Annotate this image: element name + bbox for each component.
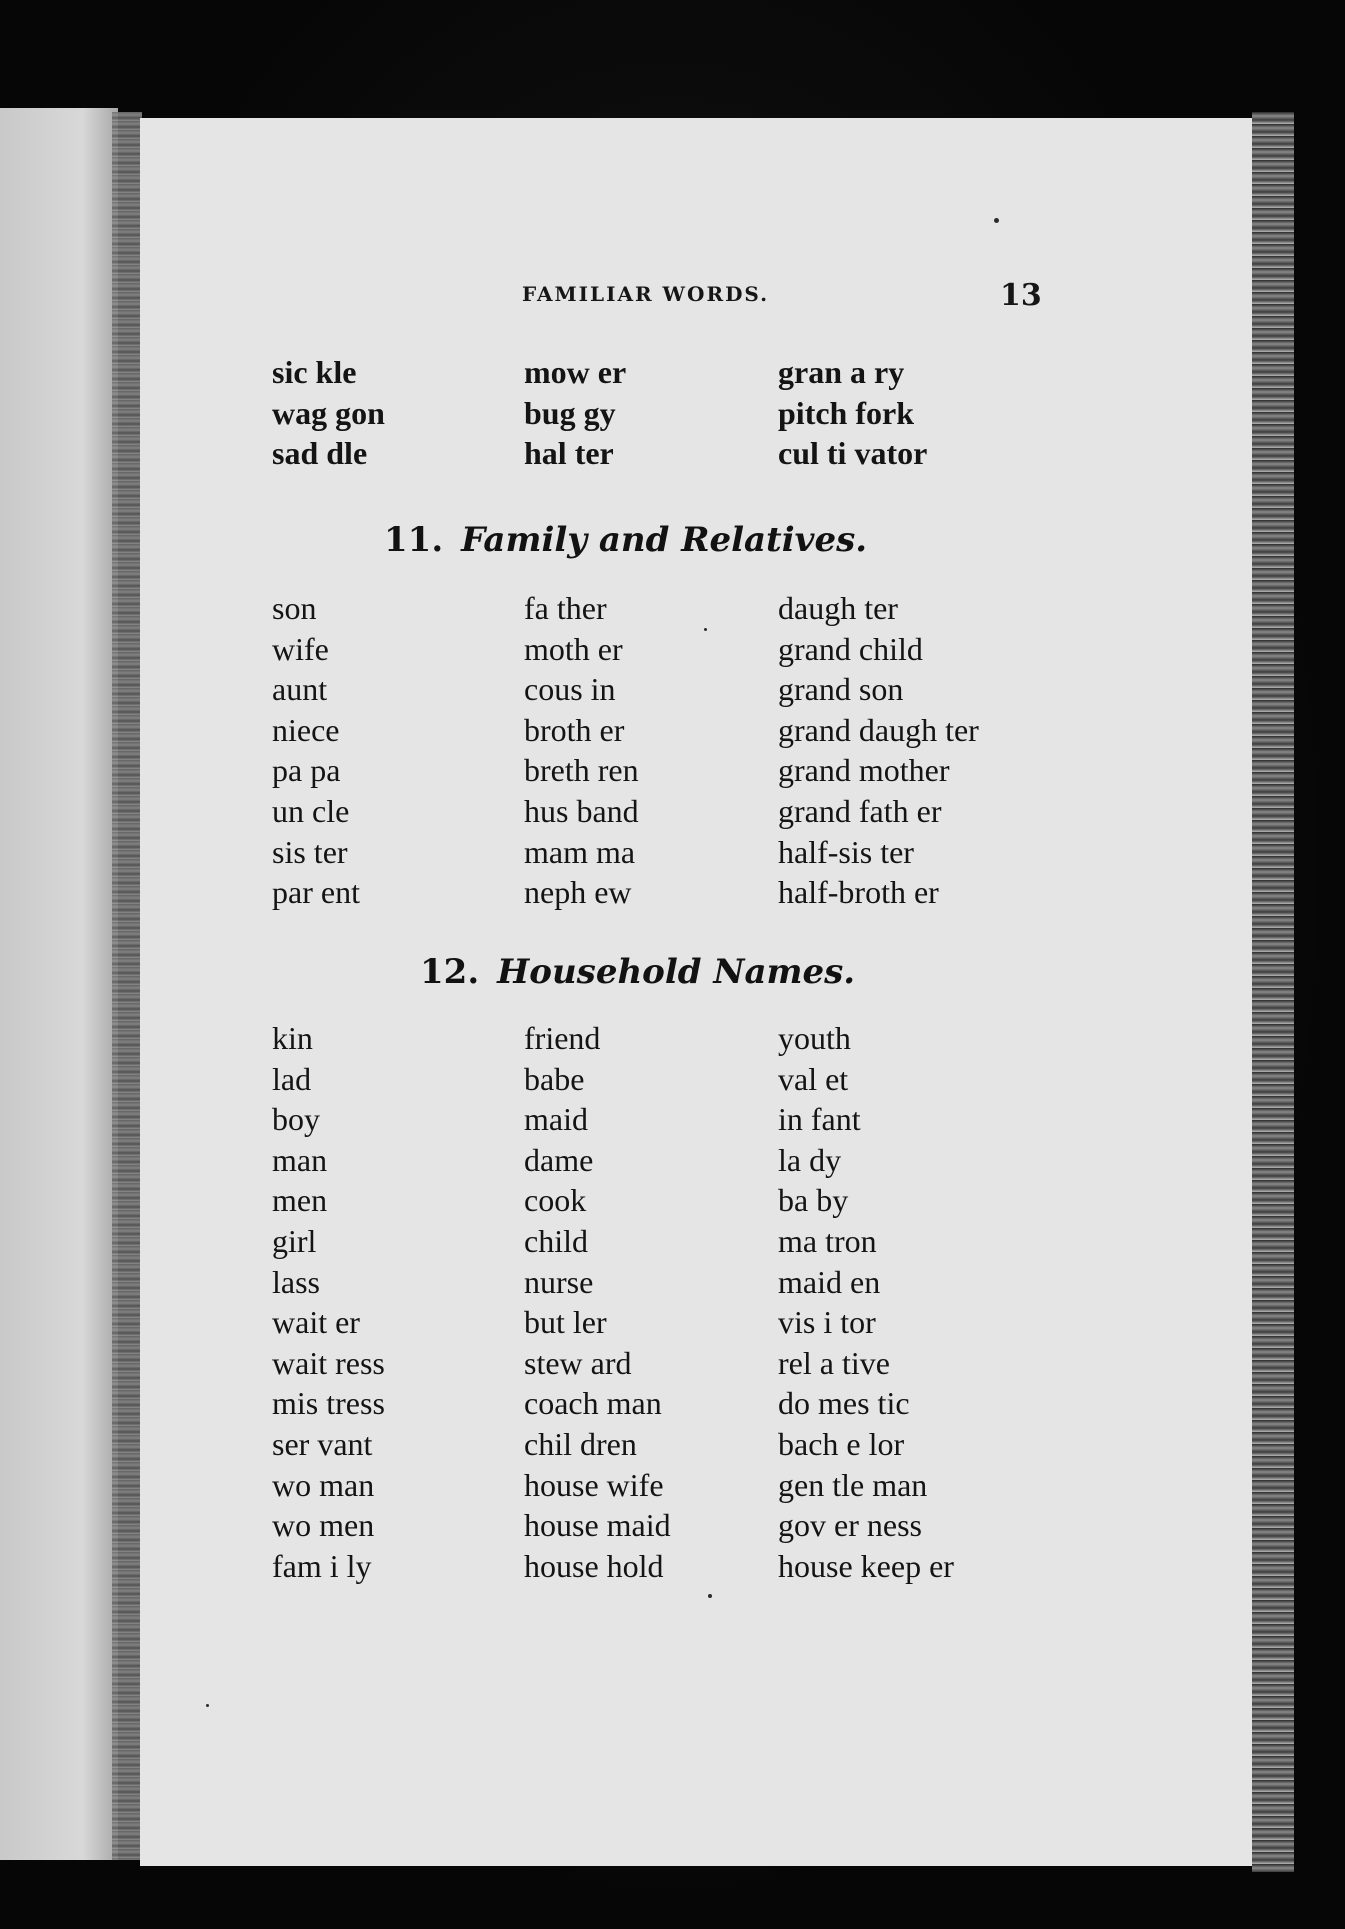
word: son	[272, 590, 317, 626]
word: grand fath er	[778, 792, 942, 829]
word: vis i tor	[778, 1304, 876, 1341]
page-stack-edge	[1252, 112, 1294, 1872]
scan-speck	[206, 1704, 209, 1707]
word: grand child	[778, 630, 923, 667]
word: breth ren	[524, 752, 639, 789]
word: half-broth er	[778, 874, 939, 911]
word: babe	[524, 1060, 585, 1097]
scan-speck	[994, 218, 999, 223]
word: house maid	[524, 1507, 671, 1544]
word: grand son	[778, 671, 904, 708]
word: men	[272, 1182, 328, 1219]
word: wag gon	[272, 394, 385, 431]
word: lad	[272, 1060, 312, 1097]
section-number: 12.	[420, 952, 480, 992]
word: kin	[272, 1020, 313, 1056]
word: gov er ness	[778, 1507, 922, 1544]
word: wo men	[272, 1507, 375, 1544]
word: rel a tive	[778, 1344, 890, 1381]
word: niece	[272, 711, 340, 748]
book-gutter	[112, 112, 142, 1860]
word: grand daugh ter	[778, 711, 979, 748]
section-number: 11.	[384, 520, 444, 560]
word: cook	[524, 1182, 587, 1219]
section-title: Household Names.	[497, 952, 856, 992]
word: pitch fork	[778, 394, 914, 431]
word: mow er	[524, 354, 627, 390]
word: child	[524, 1222, 588, 1259]
word: house wife	[524, 1466, 664, 1503]
word: house hold	[524, 1547, 664, 1584]
word: chil dren	[524, 1425, 637, 1462]
word: gran a ry	[778, 354, 905, 390]
word: hus band	[524, 792, 639, 829]
page-number: 13	[1000, 278, 1042, 313]
word: neph ew	[524, 874, 632, 911]
word: coach man	[524, 1385, 662, 1422]
word: bach e lor	[778, 1425, 905, 1462]
word: girl	[272, 1222, 317, 1259]
word: wife	[272, 630, 329, 667]
word: gen tle man	[778, 1466, 928, 1503]
word: wait ress	[272, 1344, 385, 1381]
word: bug gy	[524, 394, 616, 431]
word: la dy	[778, 1141, 842, 1178]
word: grand mother	[778, 752, 950, 789]
word: nurse	[524, 1263, 594, 1300]
word: do mes tic	[778, 1385, 910, 1422]
word: youth	[778, 1020, 851, 1056]
word: ba by	[778, 1182, 849, 1219]
word: un cle	[272, 792, 350, 829]
word: stew ard	[524, 1344, 632, 1381]
top-word-list	[272, 352, 1078, 474]
word: but ler	[524, 1304, 607, 1341]
word: sic kle	[272, 354, 357, 390]
word: pa pa	[272, 752, 341, 789]
word: maid	[524, 1101, 588, 1138]
word: boy	[272, 1101, 320, 1138]
word: val et	[778, 1060, 849, 1097]
family-word-list	[272, 588, 1078, 913]
word: half-sis ter	[778, 833, 914, 870]
scan-speck	[704, 628, 707, 631]
word: fa ther	[524, 590, 607, 626]
word: man	[272, 1141, 328, 1178]
word: ma tron	[778, 1222, 877, 1259]
word: broth er	[524, 711, 625, 748]
word: in fant	[778, 1101, 861, 1138]
word: maid en	[778, 1263, 881, 1300]
word: lass	[272, 1263, 320, 1300]
word: fam i ly	[272, 1547, 372, 1584]
word: sis ter	[272, 833, 348, 870]
word: cul ti vator	[778, 435, 928, 472]
word: mam ma	[524, 833, 636, 870]
word: wait er	[272, 1304, 360, 1341]
word: par ent	[272, 874, 360, 911]
scan-speck	[708, 1594, 712, 1598]
word: aunt	[272, 671, 328, 708]
word: cous in	[524, 671, 616, 708]
word: wo man	[272, 1466, 375, 1503]
word: ser vant	[272, 1425, 373, 1462]
word: sad dle	[272, 435, 368, 472]
word: dame	[524, 1141, 594, 1178]
running-head: FAMILIAR WORDS.	[522, 282, 770, 306]
section-title: Family and Relatives.	[461, 520, 868, 560]
previous-page-edge	[0, 108, 118, 1860]
word: moth er	[524, 630, 623, 667]
word: friend	[524, 1020, 601, 1056]
word: house keep er	[778, 1547, 954, 1584]
word: hal ter	[524, 435, 614, 472]
section-heading-11	[384, 520, 867, 560]
household-word-list	[272, 1018, 1078, 1586]
word: daugh ter	[778, 590, 898, 626]
section-heading-12	[420, 952, 855, 992]
word: mis tress	[272, 1385, 385, 1422]
